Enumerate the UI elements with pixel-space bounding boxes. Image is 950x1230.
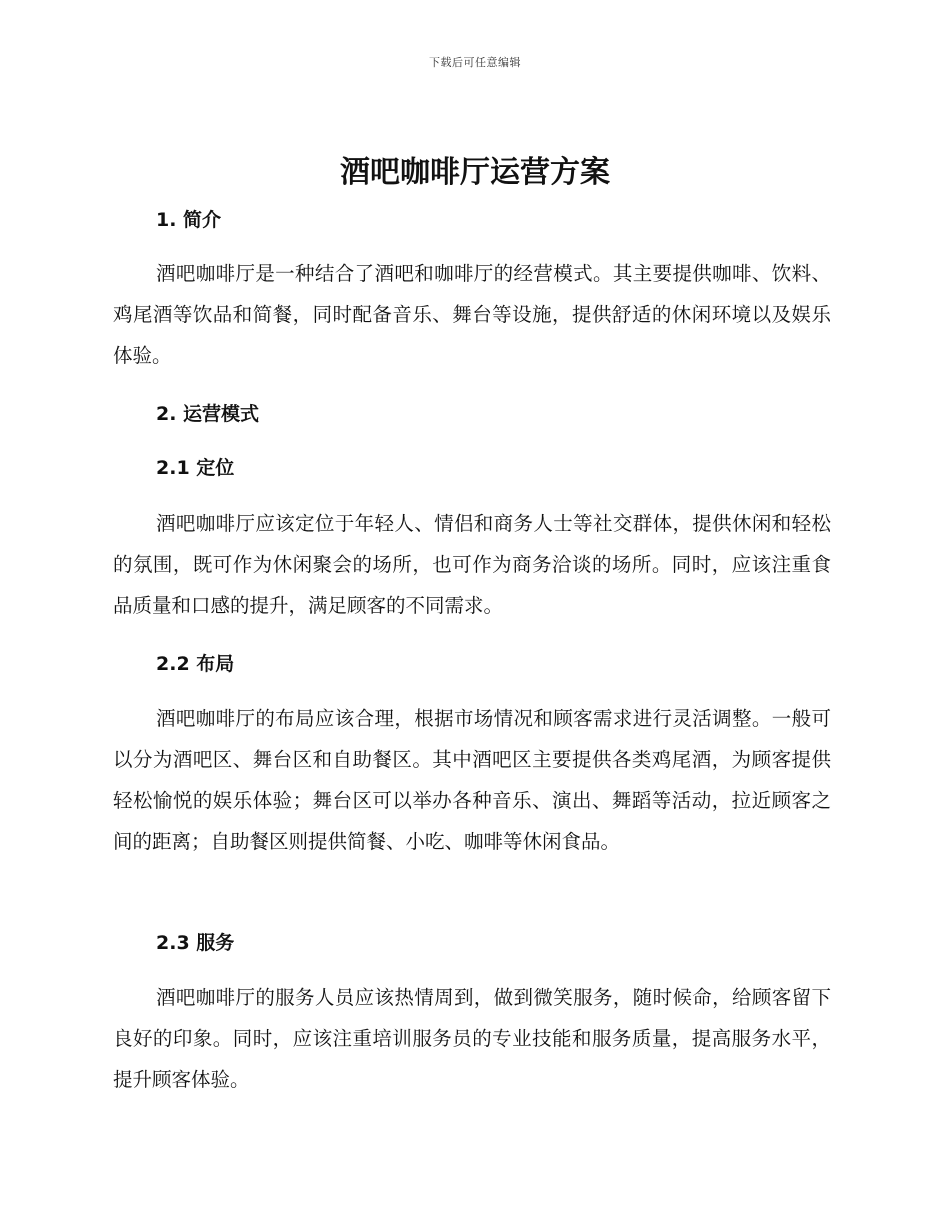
paragraph-layout: 酒吧咖啡厅的布局应该合理，根据市场情况和顾客需求进行灵活调整。一般可以分为酒吧区、舞台区和自助餐区。其中酒吧区主要提供各类鸡尾酒，为顾客提供轻松愉悦的娱乐体验；舞台区可以举办各种音乐、演出、舞蹈等活动，拉近顾客之间的距离；自助餐区则提供简餐、小吃、咖啡等休闲食品。: [113, 707, 831, 853]
paragraph-service: 酒吧咖啡厅的服务人员应该热情周到，做到微笑服务，随时候命，给顾客留下良好的印象。同时，应该注重培训服务员的专业技能和服务质量，提高服务水平，提升顾客体验。: [113, 986, 831, 1091]
section-heading-operation-mode: 2. 运营模式: [156, 403, 260, 425]
document-title: 酒吧咖啡厅运营方案: [340, 155, 610, 190]
page-header-note: 下载后可任意编辑: [429, 56, 521, 69]
section-heading-service: 2.3 服务: [156, 932, 235, 954]
section-heading-positioning: 2.1 定位: [156, 457, 235, 479]
section-heading-introduction: 1. 简介: [156, 209, 222, 231]
section-heading-layout: 2.2 布局: [156, 653, 235, 675]
paragraph-positioning: 酒吧咖啡厅应该定位于年轻人、情侣和商务人士等社交群体，提供休闲和轻松的氛围，既可作为休闲聚会的场所，也可作为商务洽谈的场所。同时，应该注重食品质量和口感的提升，满足顾客的不同需求。: [113, 512, 831, 617]
paragraph-introduction: 酒吧咖啡厅是一种结合了酒吧和咖啡厅的经营模式。其主要提供咖啡、饮料、鸡尾酒等饮品和简餐，同时配备音乐、舞台等设施，提供舒适的休闲环境以及娱乐体验。: [113, 262, 831, 367]
